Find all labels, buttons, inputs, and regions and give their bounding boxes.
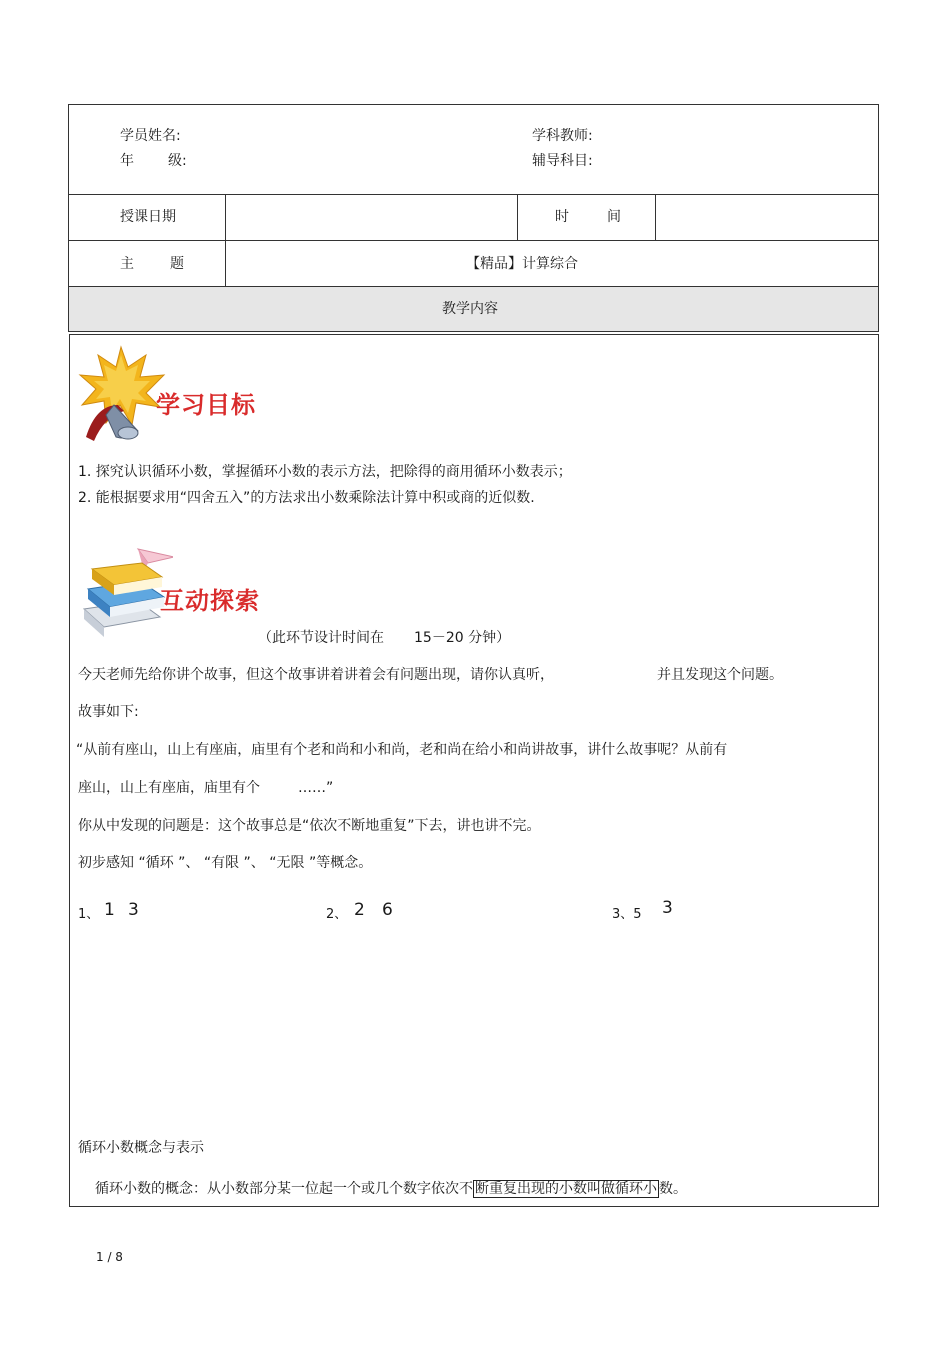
subject-label: 辅导科目:	[532, 153, 593, 169]
learning-goals-title: 学习目标	[156, 391, 256, 419]
grade-label-2: 级:	[168, 153, 187, 169]
problem-2-value-b: 6	[382, 900, 393, 920]
concepts-text: 初步感知 “循环 ”、 “有限 ”、 “无限 ”等概念。	[78, 855, 373, 871]
problem-2-value-a: 2	[354, 900, 365, 920]
problem-1-value-b: 3	[128, 900, 139, 920]
story-line-1: “从前有座山，山上有座庙，庙里有个老和尚和小和尚，老和尚在给小和尚讲故事，讲什么故事呢？从前有	[76, 742, 728, 758]
goal-1: 1. 探究认识循环小数，掌握循环小数的表示方法，把除得的商用循环小数表示；	[78, 464, 572, 480]
student-name-label: 学员姓名:	[120, 128, 181, 144]
learning-goals-badge	[76, 345, 276, 445]
page-number: 1 / 8	[96, 1250, 123, 1264]
problem-3-value-b: 3	[662, 898, 673, 918]
teacher-label: 学科教师:	[532, 128, 593, 144]
problem-1-value-a: 1	[104, 900, 115, 920]
topic-label-2: 题	[170, 256, 184, 272]
time-note-a: （此环节设计时间在	[258, 630, 384, 646]
intro-text-b: 并且发现这个问题。	[657, 667, 783, 683]
problem-3-number: 3、5	[612, 907, 642, 922]
finding-text: 你从中发现的问题是：这个故事总是“依次不断地重复”下去，讲也讲不完。	[78, 818, 541, 834]
intro-text-a: 今天老师先给你讲个故事，但这个故事讲着讲着会有问题出现，请你认真听，	[78, 667, 554, 683]
books-icon	[78, 545, 173, 645]
interactive-explore-title: 互动探索	[160, 587, 260, 615]
problem-1-number: 1、	[78, 907, 100, 922]
date-label: 授课日期	[120, 209, 176, 225]
grade-label-1: 年	[120, 153, 134, 169]
problem-2-number: 2、	[326, 907, 348, 922]
story-label: 故事如下:	[78, 704, 139, 720]
story-line-2-end: ……”	[298, 780, 334, 796]
definition-text-a: 循环小数的概念：从小数部分某一位起一个或几个数字依次不	[95, 1181, 473, 1197]
goal-2: 2. 能根据要求用“四舍五入”的方法求出小数乘除法计算中积或商的近似数.	[78, 490, 535, 506]
story-line-2: 座山，山上有座庙，庙里有个	[78, 780, 260, 796]
interactive-explore-badge	[78, 545, 278, 645]
topic-label-1: 主	[120, 256, 134, 272]
time-label-2: 间	[607, 209, 621, 225]
time-note-b: 15－20 分钟）	[414, 630, 511, 646]
definition-highlight: 断重复出现的小数叫做循环小	[475, 1181, 657, 1197]
definition-text-c: 数。	[659, 1181, 687, 1197]
concept-title: 循环小数概念与表示	[78, 1140, 204, 1156]
definition-line	[95, 1178, 687, 1200]
topic-value: 【精品】计算综合	[466, 256, 578, 272]
time-label-1: 时	[555, 209, 569, 225]
content-label: 教学内容	[442, 301, 498, 317]
